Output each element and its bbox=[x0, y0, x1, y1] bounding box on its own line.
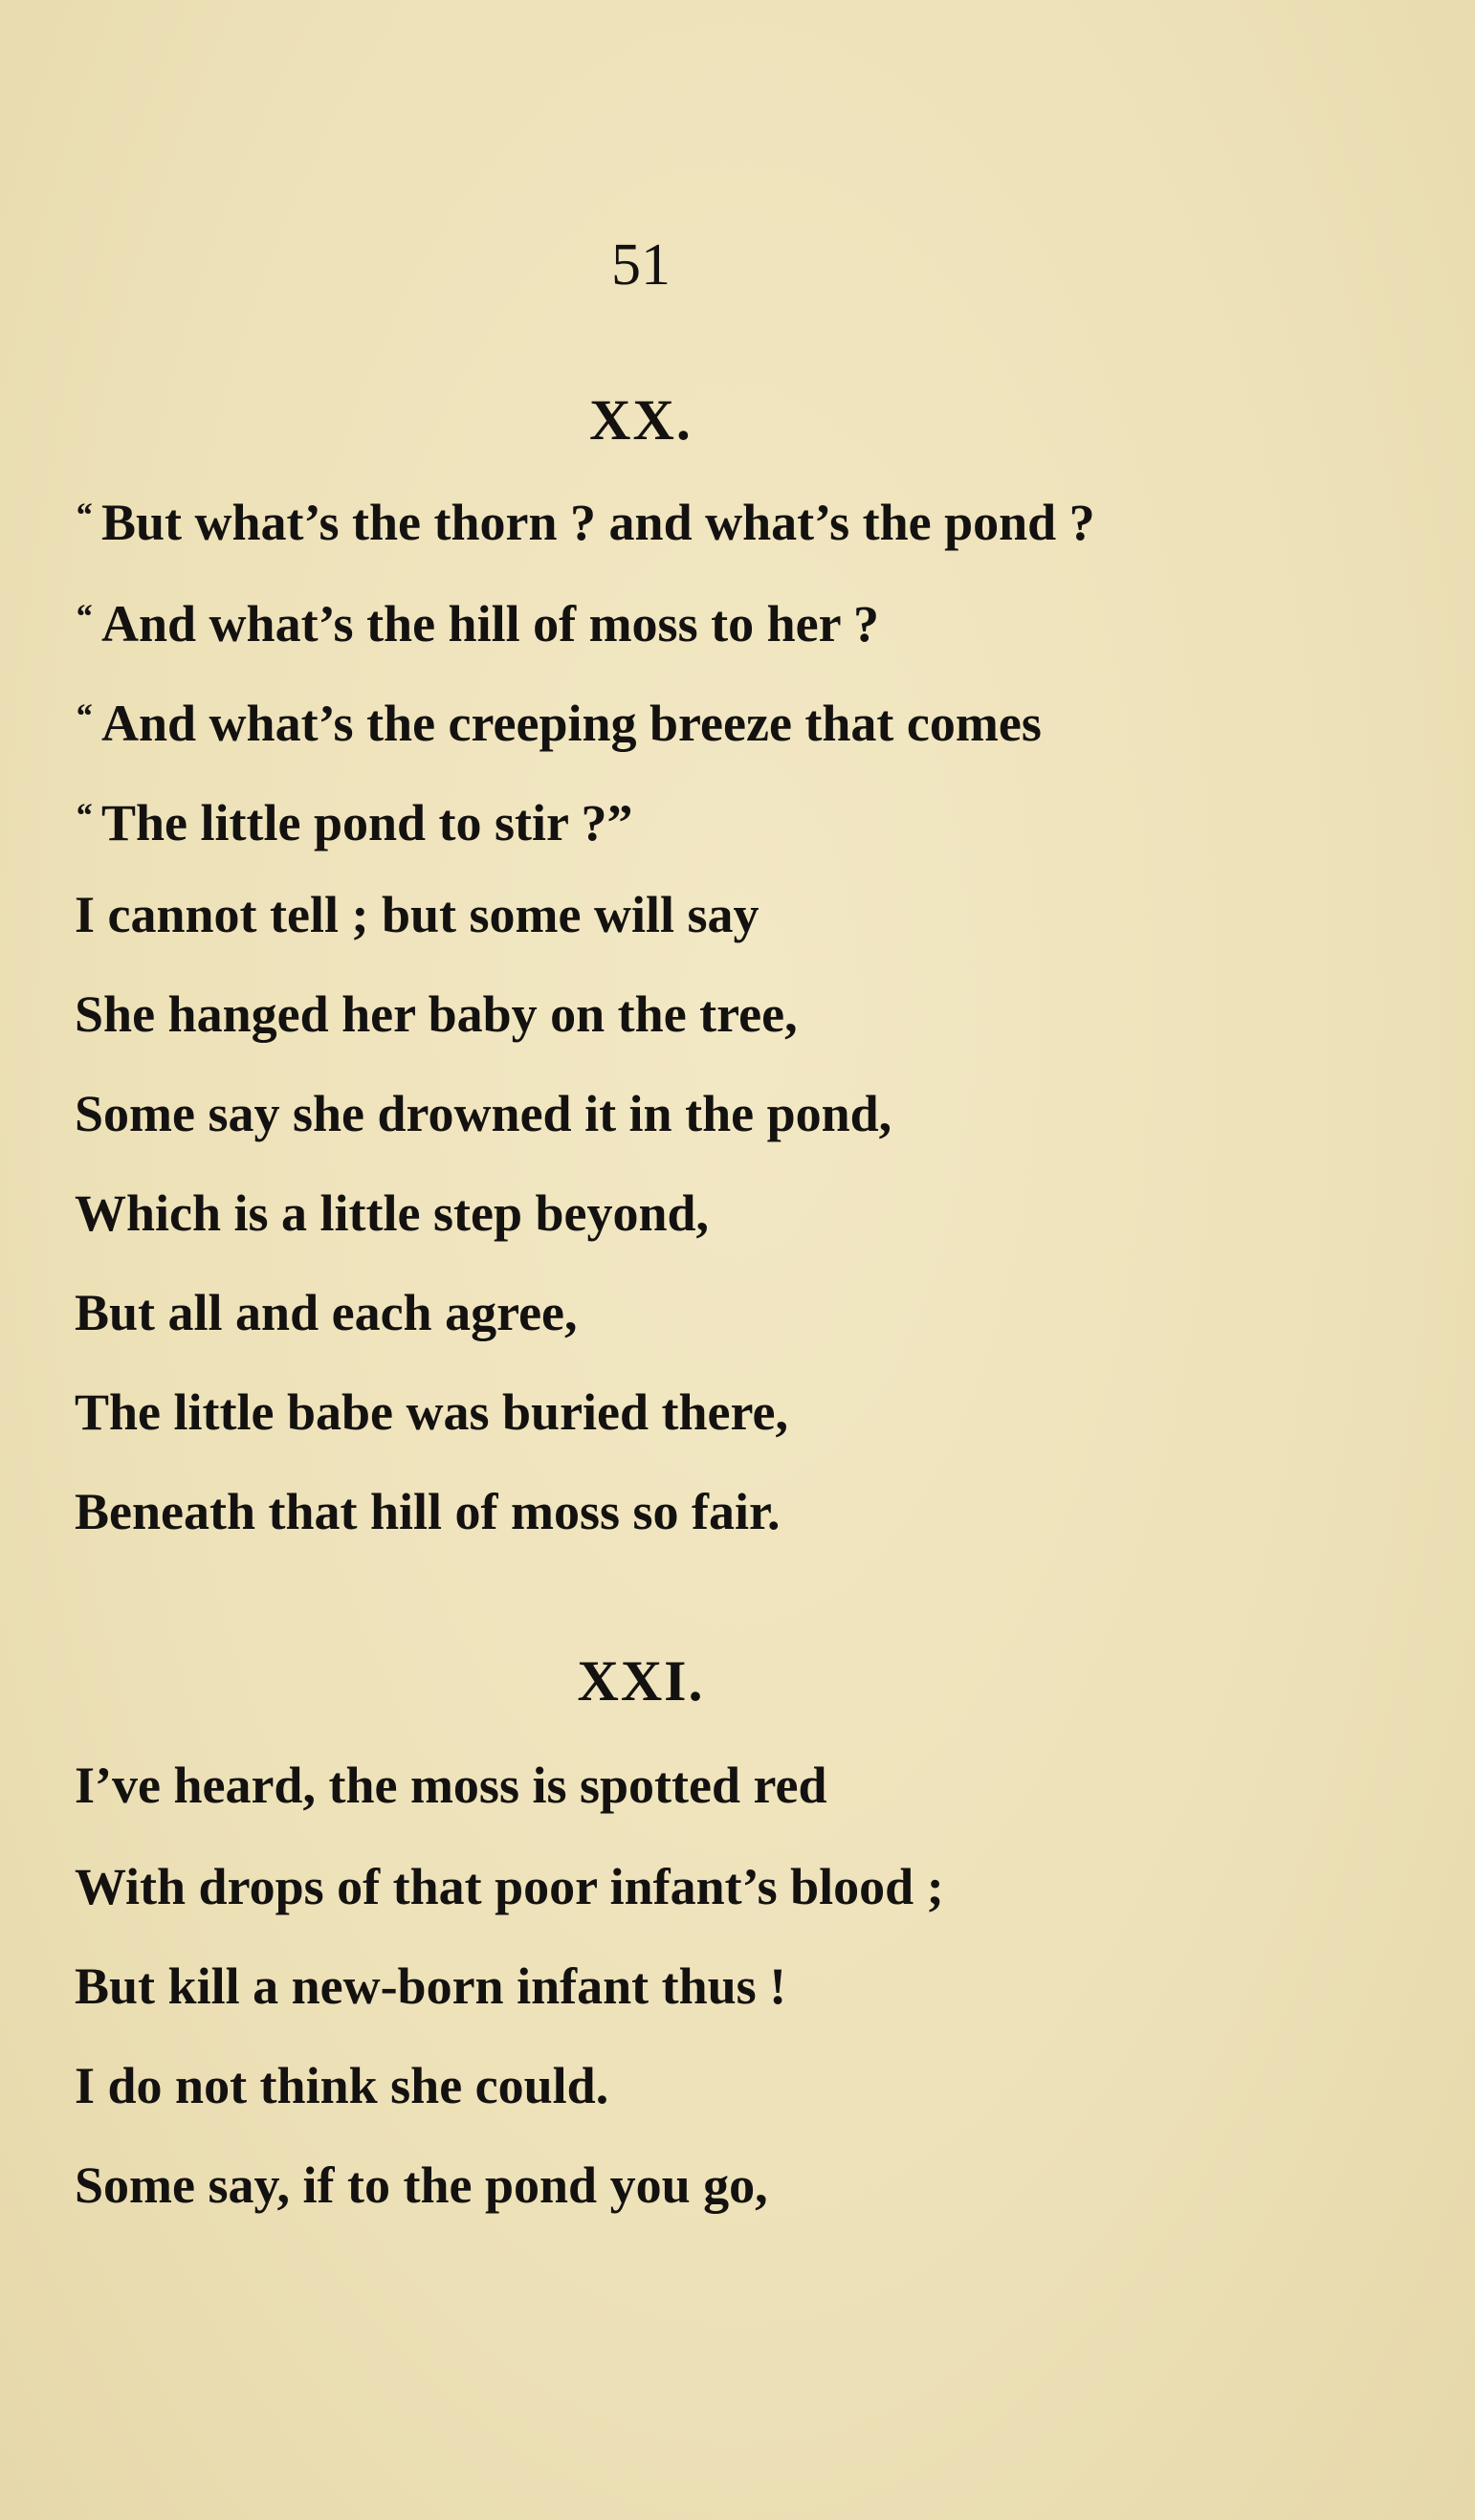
verse-line-text: I do not think she could. bbox=[75, 2057, 609, 2114]
verse-line bbox=[75, 1755, 826, 1816]
verse-line bbox=[75, 484, 1095, 553]
verse-line-text: But what’s the thorn ? and what’s the pond ? bbox=[101, 494, 1095, 551]
verse-line-text: Which is a little step beyond, bbox=[75, 1184, 710, 1242]
open-quote: “ bbox=[75, 696, 92, 735]
verse-line-text: But kill a new-born infant thus ! bbox=[75, 1957, 787, 2015]
verse-line bbox=[75, 1382, 788, 1443]
verse-line bbox=[75, 1956, 786, 2017]
verse-line-text: The little babe was buried there, bbox=[75, 1383, 788, 1441]
verse-line bbox=[75, 1856, 944, 1917]
open-quote: “ bbox=[75, 496, 92, 534]
verse-line-text: But all and each agree, bbox=[75, 1284, 578, 1341]
verse-line-text: I cannot tell ; but some will say bbox=[75, 886, 760, 943]
verse-line bbox=[75, 586, 879, 654]
verse-line bbox=[75, 685, 1042, 754]
verse-line bbox=[75, 884, 760, 945]
verse-line-text: She hanged her baby on the tree, bbox=[75, 985, 798, 1043]
verse-line-text: Some say, if to the pond you go, bbox=[75, 2156, 768, 2214]
verse-line bbox=[75, 1083, 892, 1144]
open-quote: “ bbox=[75, 597, 92, 635]
verse-line-text: Beneath that hill of moss so fair. bbox=[75, 1483, 781, 1540]
verse-line bbox=[75, 984, 798, 1045]
verse-line bbox=[75, 785, 633, 853]
verse-line bbox=[75, 1481, 781, 1542]
verse-line-text: I’ve heard, the moss is spotted red bbox=[75, 1757, 827, 1814]
verse-line-text: The little pond to stir ?” bbox=[101, 794, 633, 851]
stanza-title-xxi: XXI. bbox=[577, 1649, 705, 1713]
verse-line-text: And what’s the hill of moss to her ? bbox=[101, 595, 880, 652]
stanza-title-xx: XX. bbox=[589, 388, 693, 452]
verse-line bbox=[75, 1282, 578, 1343]
verse-line-text: Some say she drowned it in the pond, bbox=[75, 1085, 892, 1142]
page-number: 51 bbox=[611, 232, 671, 298]
verse-line-text: And what’s the creeping breeze that comes bbox=[101, 695, 1042, 752]
verse-line bbox=[75, 1183, 709, 1244]
verse-line-text: With drops of that poor infant’s blood ; bbox=[75, 1858, 944, 1915]
verse-line bbox=[75, 2055, 608, 2116]
verse-line bbox=[75, 2155, 768, 2216]
open-quote: “ bbox=[75, 796, 92, 834]
